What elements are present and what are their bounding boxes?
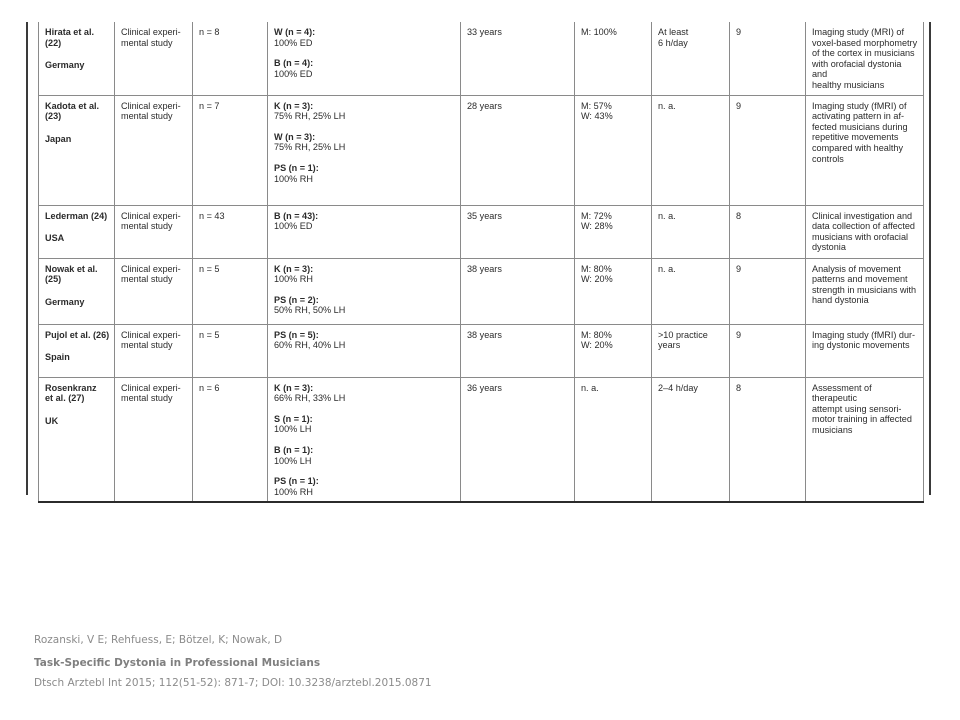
study-cell [39, 205, 115, 258]
study-country: UK [45, 415, 59, 426]
study-author: Pujol et al. (26) [45, 329, 110, 340]
design-cell [115, 324, 193, 377]
group-label: PS (n = 5): [274, 329, 319, 340]
design-cell-text: Clinical experi- mental study [121, 263, 181, 285]
score-cell-text: 9 [736, 263, 742, 274]
table-row [39, 95, 924, 205]
groups-cell [268, 377, 461, 502]
description-cell [806, 95, 924, 205]
score-cell-text: 8 [736, 210, 742, 221]
sample-size-cell-text: n = 5 [199, 263, 220, 274]
sample-size-cell-text: n = 8 [199, 27, 220, 37]
study-author: Hirata et al. (22) [45, 27, 95, 48]
sample-size-cell-text: n = 43 [199, 210, 225, 221]
table-frame [26, 22, 931, 495]
age-cell-text: 36 years [467, 382, 502, 393]
group-value: 100% RH [274, 173, 313, 184]
group-value: 100% LH [274, 455, 312, 466]
group-value: 75% RH, 25% LH [274, 111, 346, 122]
description-cell [806, 324, 924, 377]
description-cell-text: Assessment of therapeutic attempt using sensori- motor training in affected musicians [812, 382, 912, 435]
table-body [39, 22, 924, 502]
age-cell-text: 33 years [467, 27, 502, 37]
study-country: Japan [45, 133, 72, 144]
study-country: Spain [45, 352, 70, 363]
sample-size-cell [193, 258, 268, 324]
study-author: Rosenkranz et al. (27) [45, 382, 97, 404]
sample-size-cell [193, 377, 268, 502]
practice-cell-text: 2–4 h/day [658, 382, 698, 393]
sample-size-cell-text: n = 7 [199, 100, 220, 111]
age-cell [461, 205, 575, 258]
description-cell [806, 22, 924, 95]
groups-cell [268, 258, 461, 324]
age-cell [461, 95, 575, 205]
design-cell-text: Clinical experi- mental study [121, 27, 181, 48]
design-cell [115, 258, 193, 324]
design-cell [115, 205, 193, 258]
study-country: Germany [45, 296, 85, 307]
sample-size-cell [193, 205, 268, 258]
sex-cell-text: n. a. [581, 382, 599, 393]
sex-cell [575, 205, 652, 258]
age-cell [461, 324, 575, 377]
description-cell [806, 377, 924, 502]
description-cell-text: Imaging study (fMRI) of activating pattern in af- fected musicians during repetitive movements compared with healthy controls [812, 100, 908, 164]
design-cell-text: Clinical experi- mental study [121, 382, 181, 404]
table-row [39, 258, 924, 324]
practice-cell [652, 95, 730, 205]
groups-cell [268, 324, 461, 377]
study-table [38, 22, 924, 503]
score-cell [730, 258, 806, 324]
age-cell-text: 38 years [467, 329, 502, 340]
study-country: Germany [45, 60, 85, 71]
score-cell [730, 377, 806, 502]
practice-cell [652, 377, 730, 502]
study-author: Lederman (24) [45, 210, 108, 221]
design-cell [115, 95, 193, 205]
description-cell [806, 205, 924, 258]
design-cell-text: Clinical experi- mental study [121, 329, 181, 351]
age-cell [461, 22, 575, 95]
table-row [39, 324, 924, 377]
sex-cell-text: M: 72% W: 28% [581, 210, 613, 232]
sample-size-cell [193, 22, 268, 95]
practice-cell-text: n. a. [658, 263, 676, 274]
group-value: 75% RH, 25% LH [274, 142, 346, 153]
group-label: PS (n = 2): [274, 294, 319, 305]
score-cell-text: 8 [736, 382, 742, 393]
groups-cell [268, 205, 461, 258]
group-label: B (n = 4): [274, 58, 314, 69]
group-label: K (n = 3): [274, 382, 314, 393]
sex-cell-text: M: 80% W: 20% [581, 263, 613, 285]
sex-cell [575, 22, 652, 95]
table-row [39, 22, 924, 95]
score-cell-text: 9 [736, 100, 742, 111]
practice-cell-text: >10 practice years [658, 329, 708, 351]
table-row [39, 205, 924, 258]
practice-cell [652, 22, 730, 95]
group-label: S (n = 1): [274, 413, 313, 424]
groups-cell [268, 22, 461, 95]
groups-cell [268, 95, 461, 205]
study-cell [39, 95, 115, 205]
score-cell [730, 205, 806, 258]
study-cell [39, 324, 115, 377]
description-cell [806, 258, 924, 324]
group-label: PS (n = 1): [274, 476, 319, 487]
study-cell [39, 258, 115, 324]
group-value: 100% LH [274, 424, 312, 435]
practice-cell-text: n. a. [658, 210, 676, 221]
sex-cell-text: M: 100% [581, 27, 617, 37]
design-cell-text: Clinical experi- mental study [121, 210, 181, 232]
sex-cell [575, 377, 652, 502]
group-value: 100% ED [274, 221, 313, 232]
group-value: 100% RH [274, 274, 313, 285]
practice-cell-text: n. a. [658, 100, 676, 111]
age-cell [461, 258, 575, 324]
caption-title: Task-Specific Dystonia in Professional Musicians [34, 657, 321, 669]
age-cell-text: 35 years [467, 210, 502, 221]
age-cell [461, 377, 575, 502]
description-cell-text: Imaging study (MRI) of voxel-based morphometry of the cortex in musicians with orofacial dystonia and healthy musicians [812, 27, 918, 90]
practice-cell-text: At least 6 h/day [658, 27, 689, 48]
sex-cell-text: M: 80% W: 20% [581, 329, 613, 351]
group-value: 100% ED [274, 68, 313, 79]
practice-cell [652, 205, 730, 258]
study-author: Nowak et al. (25) [45, 263, 98, 285]
frame-border-left [26, 22, 28, 495]
description-cell-text: Imaging study (fMRI) dur- ing dystonic movements [812, 329, 916, 351]
group-label: W (n = 3): [274, 131, 316, 142]
group-value: 50% RH, 50% LH [274, 305, 346, 316]
description-cell-text: Clinical investigation and data collection of affected musicians with orofacial dystonia [812, 210, 915, 253]
sample-size-cell-text: n = 5 [199, 329, 220, 340]
design-cell [115, 377, 193, 502]
table-row [39, 377, 924, 502]
sample-size-cell [193, 95, 268, 205]
practice-cell [652, 258, 730, 324]
age-cell-text: 28 years [467, 100, 502, 111]
group-label: PS (n = 1): [274, 162, 319, 173]
score-cell-text: 9 [736, 329, 742, 340]
score-cell [730, 324, 806, 377]
study-cell [39, 22, 115, 95]
group-label: K (n = 3): [274, 100, 314, 111]
design-cell [115, 22, 193, 95]
caption-citation: Dtsch Arztebl Int 2015; 112(51-52): 871-7; DOI: 10.3238/arztebl.2015.0871 [34, 677, 432, 689]
age-cell-text: 38 years [467, 263, 502, 274]
group-label: B (n = 1): [274, 444, 314, 455]
sex-cell [575, 95, 652, 205]
group-value: 60% RH, 40% LH [274, 340, 346, 351]
score-cell-text: 9 [736, 27, 742, 37]
group-value: 100% RH [274, 486, 313, 497]
group-value: 100% ED [274, 37, 313, 48]
sex-cell [575, 258, 652, 324]
practice-cell [652, 324, 730, 377]
frame-border-right [929, 22, 931, 495]
group-label: B (n = 43): [274, 210, 319, 221]
caption-authors: Rozanski, V E; Rehfuess, E; Bötzel, K; Nowak, D [34, 634, 283, 646]
study-author: Kadota et al. (23) [45, 100, 100, 122]
study-cell [39, 377, 115, 502]
sample-size-cell-text: n = 6 [199, 382, 220, 393]
group-label: W (n = 4): [274, 27, 316, 37]
group-label: K (n = 3): [274, 263, 314, 274]
score-cell [730, 22, 806, 95]
score-cell [730, 95, 806, 205]
description-cell-text: Analysis of movement patterns and movement strength in musicians with hand dystonia [812, 263, 917, 306]
study-country: USA [45, 233, 65, 244]
sex-cell-text: M: 57% W: 43% [581, 100, 613, 122]
group-value: 66% RH, 33% LH [274, 393, 346, 404]
sex-cell [575, 324, 652, 377]
design-cell-text: Clinical experi- mental study [121, 100, 181, 122]
sample-size-cell [193, 324, 268, 377]
